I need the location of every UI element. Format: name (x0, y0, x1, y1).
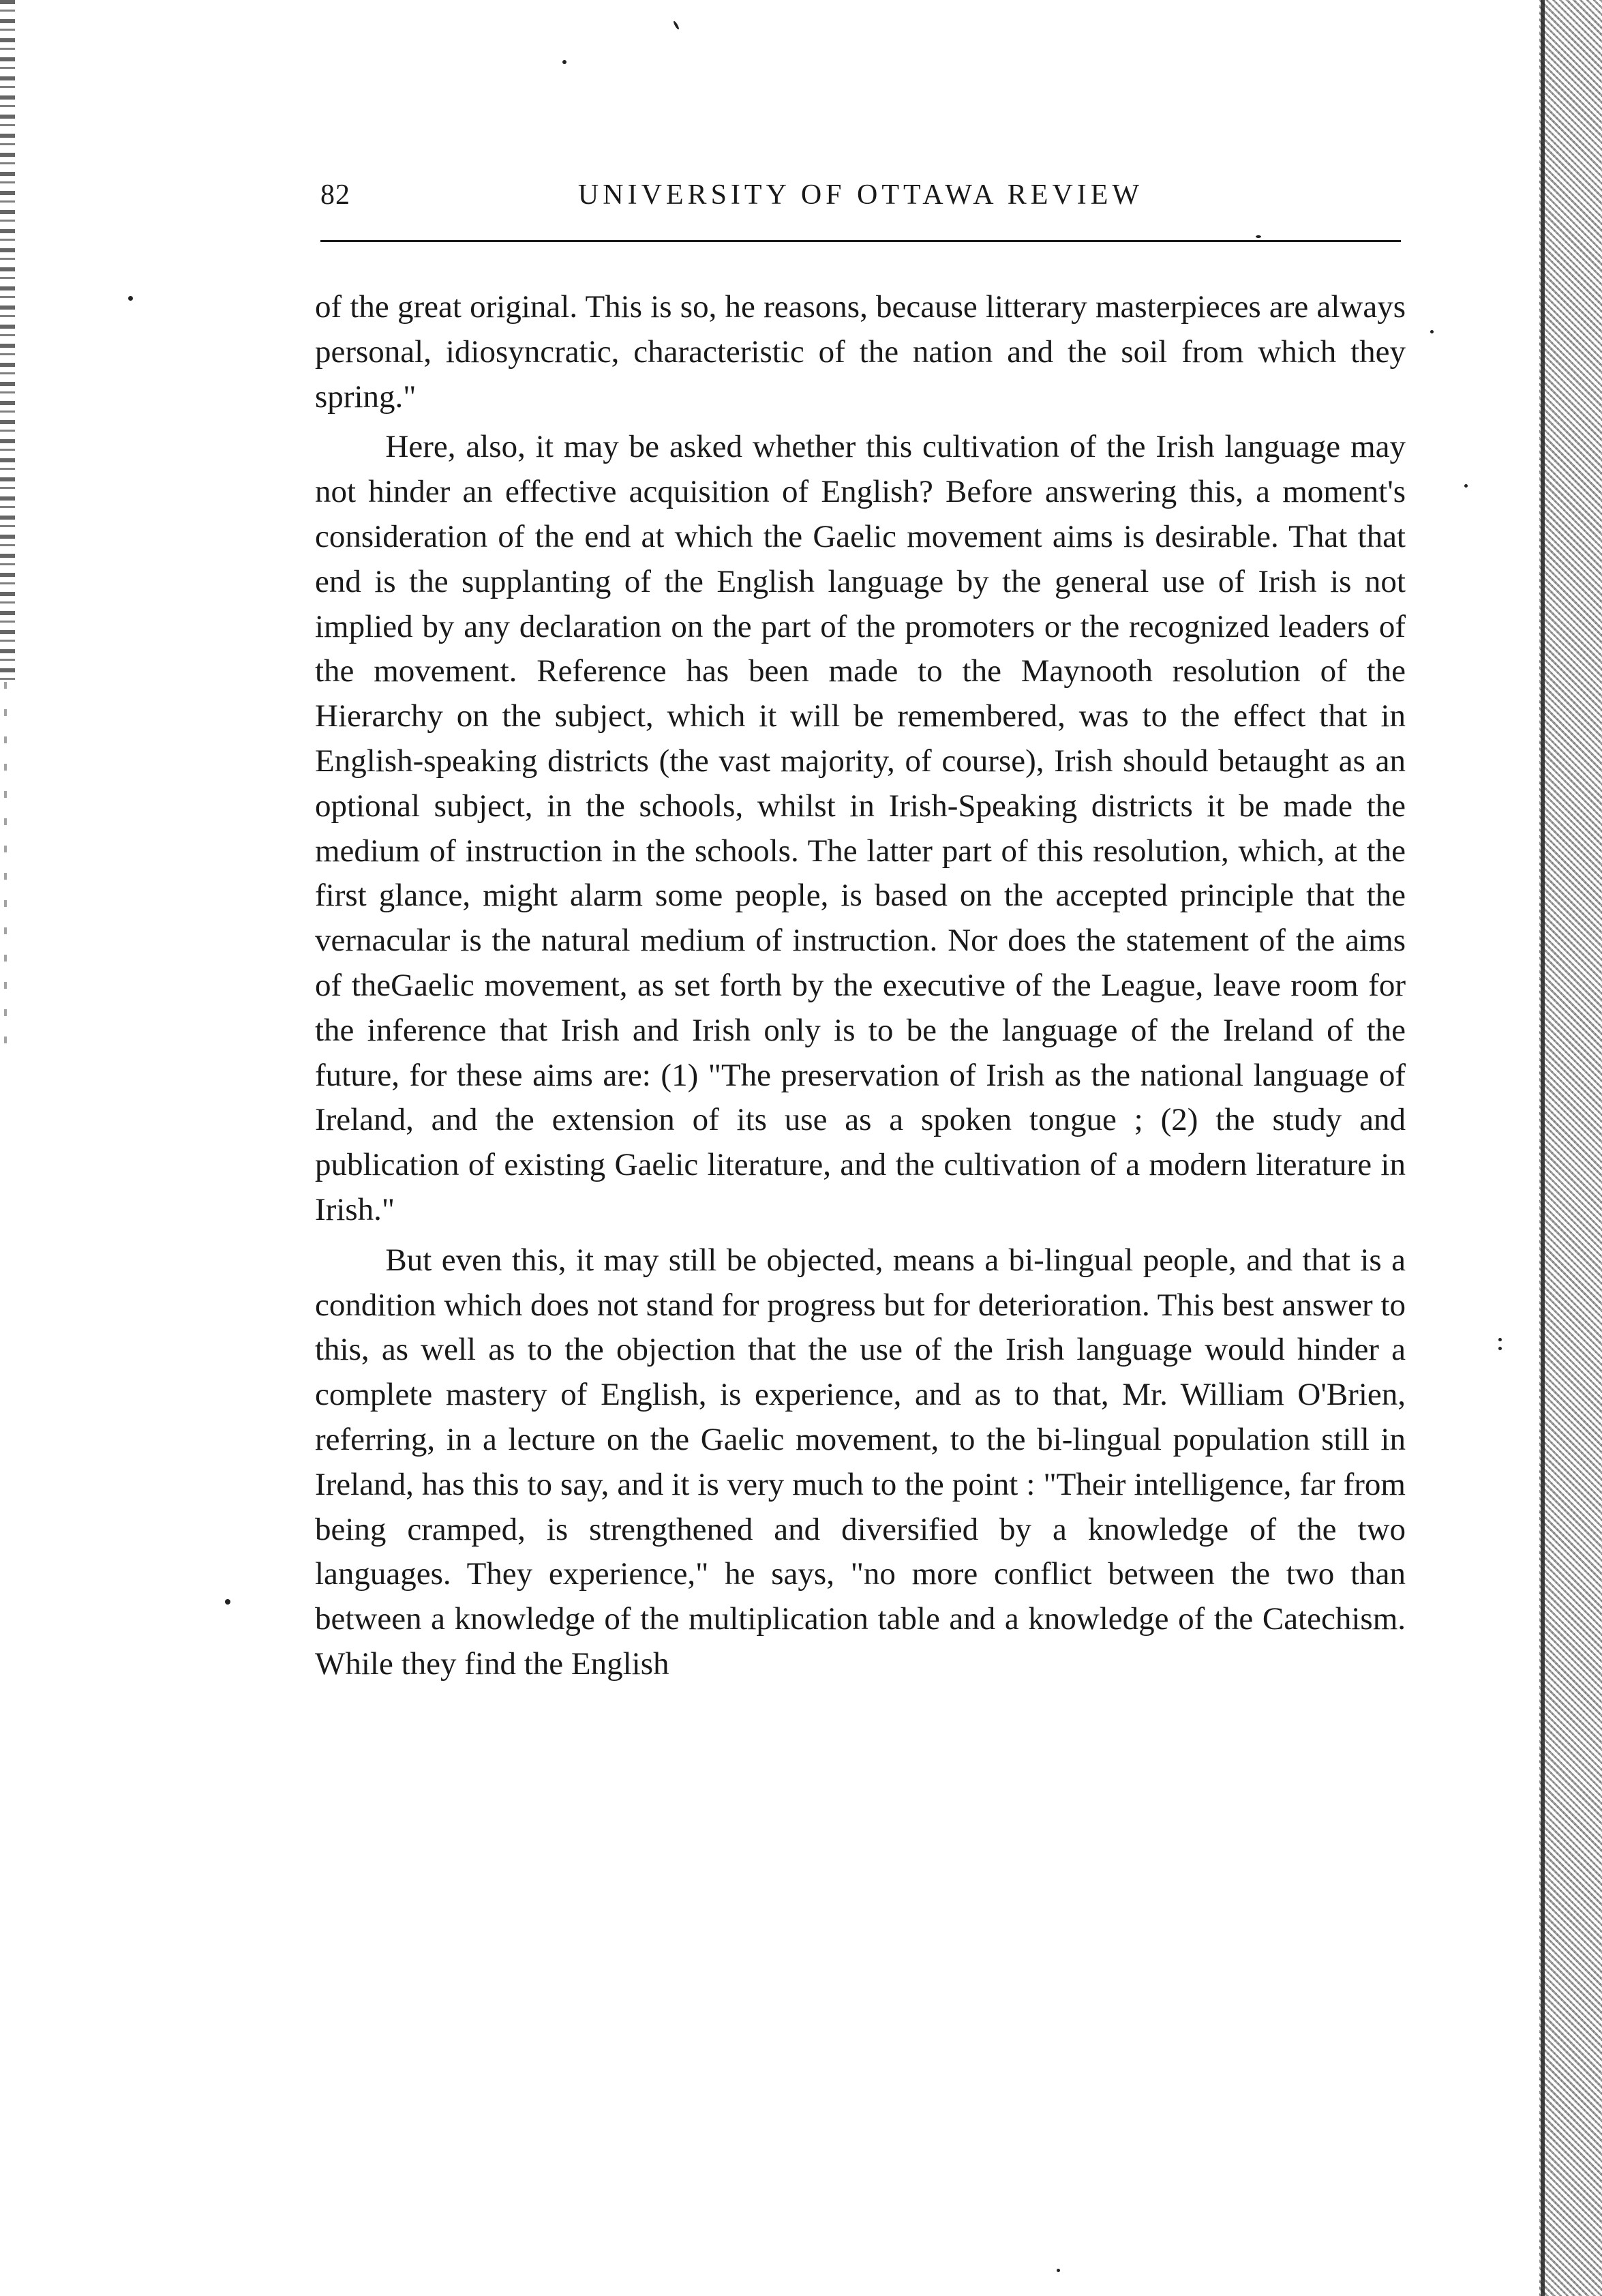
scan-speck (225, 1599, 230, 1605)
scan-speck (1498, 1338, 1502, 1341)
scan-speck (1430, 330, 1434, 333)
scan-speck (1498, 1347, 1502, 1350)
scan-speck (1256, 235, 1261, 238)
page-header (320, 179, 1401, 220)
scan-speck (1464, 484, 1468, 488)
running-title: UNIVERSITY OF OTTAWA REVIEW (577, 179, 1144, 211)
scan-edge-right-line (1541, 0, 1545, 2296)
header-rule (320, 240, 1401, 242)
scan-edge-left (0, 0, 15, 682)
paragraph: of the great original. This is so, he reasons, because litterary masterpieces are always personal, idiosyncratic, characteristic of the nation and the soil from which they spring." (315, 289, 1406, 415)
scan-edge-right (1539, 0, 1602, 2296)
scan-speck (562, 60, 566, 64)
paragraph: Here, also, it may be asked whether this cultivation of the Irish language may not hinder an effective acquisition of English? Before answering this, a moment's consideration of the end at which the Gaelic movement aims is desirable. That that end is the supplanting of the English language by the general use of Irish is not implied by any declaration on the part of the promoters or the recognized leaders of the movement. Reference has been made to the Maynooth resolution of the Hierarchy on the subject, which it will be remembered, was to the effect that in English-speaking districts (the vast majority, of course), Irish should betaught as an optional subject, in the schools, whilst in Irish-Speaking districts it be made the medium of instruction in the schools. The latter part of this resolution, which, at the first glance, might alarm some people, is based on the accepted principle that the vernacular is the natural medium of instruction. Nor does the statement of the aims of theGaelic movement, as set forth by the executive of the League, leave room for the inference that Irish and Irish only is to be the language of the Ireland of the future, for these aims are: (1) "The preservation of Irish as the national language of Ireland, and the extension of its use as a spoken tongue ; (2) the study and publication of existing Gaelic literature, and the cultivation of a modern literature in Irish." (315, 429, 1406, 1227)
page-number: 82 (320, 179, 350, 211)
scan-edge-left-lower (4, 682, 7, 1064)
scan-speck (673, 20, 680, 30)
scan-speck (128, 296, 133, 301)
scan-speck (1057, 2269, 1060, 2272)
body-text (315, 285, 1406, 1687)
paragraph: But even this, it may still be objected, means a bi-lingual people, and that is a condition which does not stand for progress but for deterioration. This best answer to this, as well as to the objection that the use of the Irish language would hinder a complete mastery of English, is experience, and as to that, Mr. William O'Brien, referring, in a lecture on the Gaelic movement, to the bi-lingual population still in Ireland, has this to say, and it is very much to the point : "Their intelligence, far from being cramped, is strengthened and diversified by a knowledge of the two languages. They experience," he says, "no more conflict between the two than between a knowledge of the multiplication table and a knowledge of the Catechism. While they find the English (315, 1242, 1406, 1682)
